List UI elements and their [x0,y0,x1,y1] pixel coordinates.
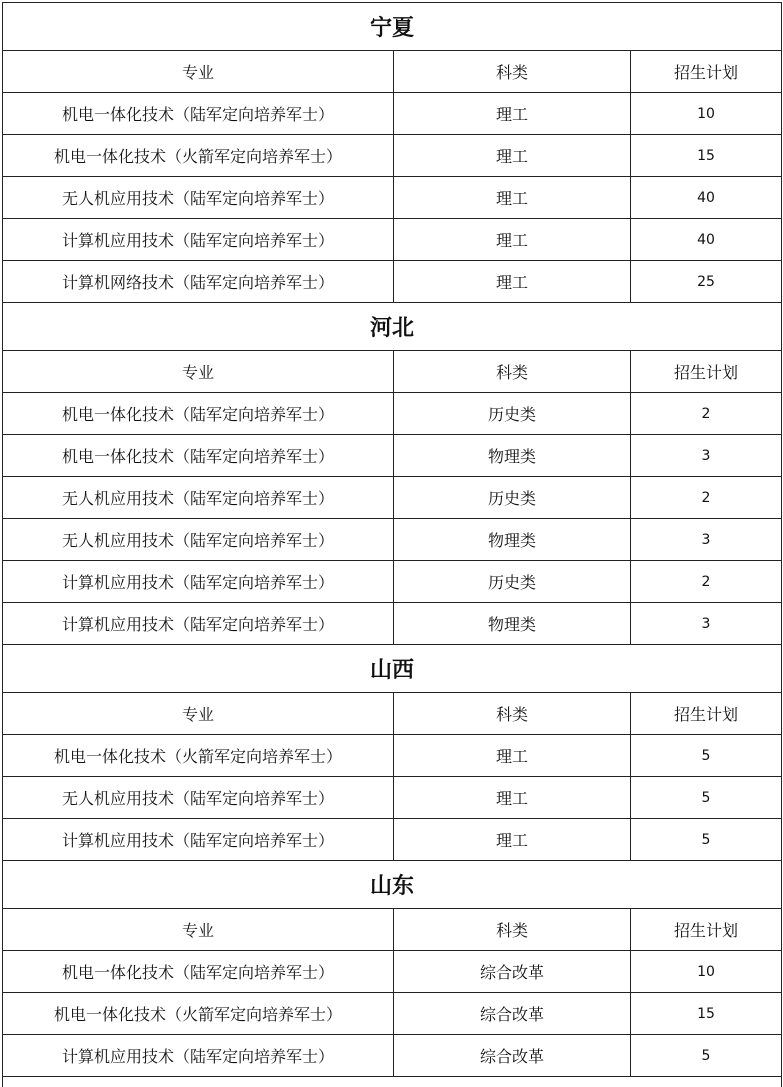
major-cell: 计算机网络技术（陆军定向培养军士） [61,273,334,292]
table-row [3,951,781,993]
header-plan: 招生计划 [630,51,781,92]
plan-count-cell: 10 [630,951,781,992]
plan-count-cell: 5 [630,819,781,860]
header-category: 科类 [393,51,630,92]
table-row [3,993,781,1035]
major-cell: 无人机应用技术（陆军定向培养军士） [61,189,334,208]
table-row [3,819,781,861]
plan-count-cell: 5 [630,1035,781,1076]
table-row [3,219,781,261]
major-cell: 机电一体化技术（火箭军定向培养军士） [53,1005,342,1024]
header-category: 科类 [393,693,630,734]
major-cell: 计算机应用技术（陆军定向培养军士） [61,615,334,634]
header-plan: 招生计划 [630,693,781,734]
table-row [3,393,781,435]
major-cell: 机电一体化技术（火箭军定向培养军士） [53,147,342,166]
major-cell: 计算机应用技术（陆军定向培养军士） [61,831,334,850]
plan-count-cell: 40 [630,219,781,260]
table-header-row [3,693,781,735]
category-cell: 理工 [393,135,630,176]
header-plan: 招生计划 [630,351,781,392]
table-row [3,261,781,303]
major-cell: 无人机应用技术（陆军定向培养军士） [61,531,334,550]
header-major: 专业 [181,705,214,724]
table-continuation [3,1077,781,1087]
table-header-row [3,51,781,93]
header-major: 专业 [181,921,214,940]
enrollment-plan-table [2,2,782,1087]
table-row [3,1035,781,1077]
plan-count-cell: 2 [630,393,781,434]
province-title: 宁夏 [3,3,781,51]
table-row [3,561,781,603]
table-header-row [3,351,781,393]
plan-count-cell: 10 [630,93,781,134]
plan-count-cell: 2 [630,561,781,602]
category-cell: 历史类 [393,393,630,434]
plan-count-cell: 5 [630,777,781,818]
table-row [3,93,781,135]
category-cell: 历史类 [393,561,630,602]
category-cell: 综合改革 [393,1035,630,1076]
major-cell: 机电一体化技术（陆军定向培养军士） [61,963,334,982]
category-cell: 物理类 [393,519,630,560]
major-cell: 无人机应用技术（陆军定向培养军士） [61,489,334,508]
header-major: 专业 [181,363,214,382]
table-row [3,519,781,561]
plan-count-cell: 40 [630,177,781,218]
table-row [3,477,781,519]
category-cell: 理工 [393,735,630,776]
major-cell: 计算机应用技术（陆军定向培养军士） [61,231,334,250]
category-cell: 历史类 [393,477,630,518]
category-cell: 综合改革 [393,993,630,1034]
category-cell: 理工 [393,177,630,218]
category-cell: 理工 [393,93,630,134]
header-major: 专业 [181,63,214,82]
table-row [3,135,781,177]
category-cell: 理工 [393,219,630,260]
major-cell: 机电一体化技术（陆军定向培养军士） [61,105,334,124]
plan-count-cell: 15 [630,993,781,1034]
major-cell: 机电一体化技术（火箭军定向培养军士） [53,747,342,766]
plan-count-cell: 15 [630,135,781,176]
plan-count-cell: 5 [630,735,781,776]
province-title: 山西 [3,645,781,693]
major-cell: 计算机应用技术（陆军定向培养军士） [61,1047,334,1066]
table-row [3,177,781,219]
table-header-row [3,909,781,951]
table-row [3,735,781,777]
province-title: 河北 [3,303,781,351]
table-row [3,777,781,819]
header-category: 科类 [393,909,630,950]
plan-count-cell: 3 [630,603,781,644]
plan-count-cell: 2 [630,477,781,518]
header-plan: 招生计划 [630,909,781,950]
category-cell: 理工 [393,819,630,860]
plan-count-cell: 3 [630,435,781,476]
major-cell: 机电一体化技术（陆军定向培养军士） [61,447,334,466]
category-cell: 综合改革 [393,951,630,992]
major-cell: 计算机应用技术（陆军定向培养军士） [61,573,334,592]
province-title: 山东 [3,861,781,909]
category-cell: 物理类 [393,603,630,644]
plan-count-cell: 25 [630,261,781,302]
category-cell: 理工 [393,261,630,302]
category-cell: 理工 [393,777,630,818]
header-category: 科类 [393,351,630,392]
major-cell: 无人机应用技术（陆军定向培养军士） [61,789,334,808]
table-row [3,603,781,645]
category-cell: 物理类 [393,435,630,476]
table-row [3,435,781,477]
plan-count-cell: 3 [630,519,781,560]
major-cell: 机电一体化技术（陆军定向培养军士） [61,405,334,424]
